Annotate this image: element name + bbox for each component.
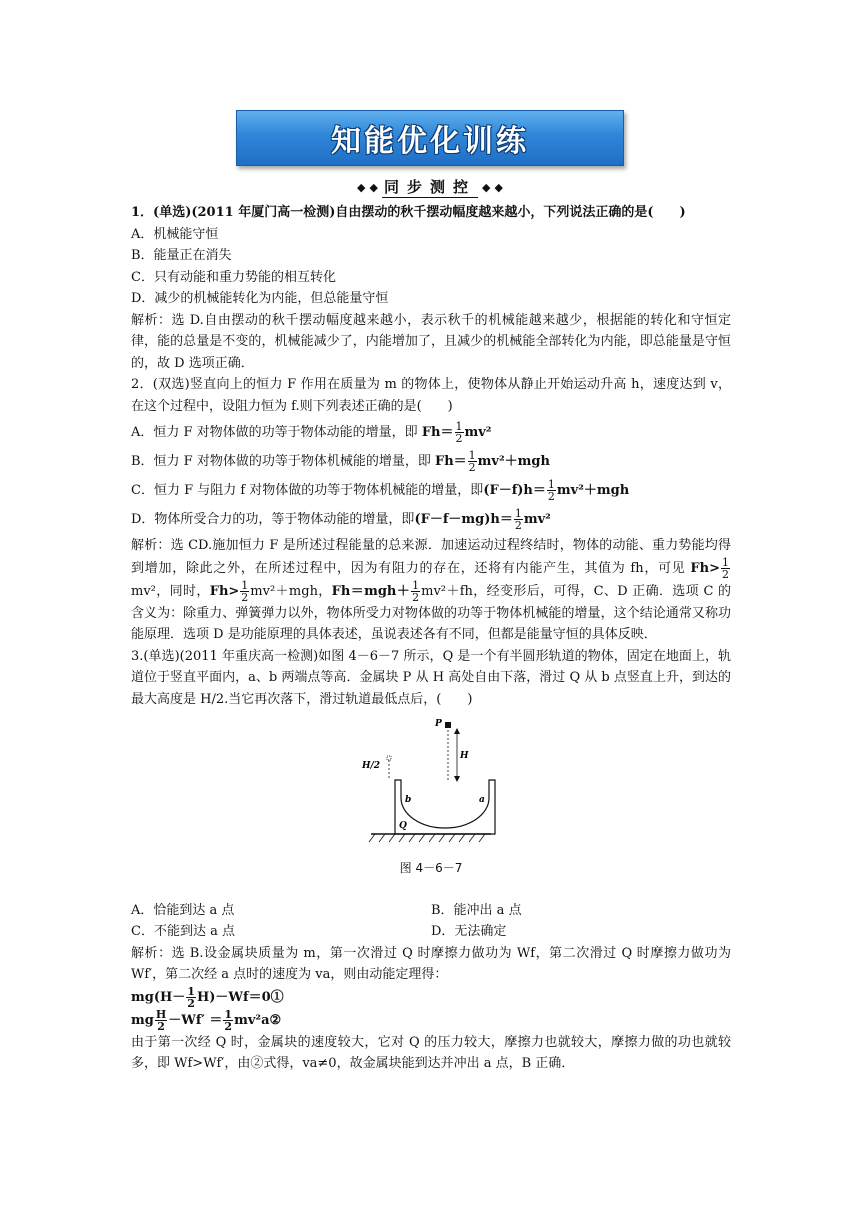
label-b: b: [405, 795, 412, 805]
q2-c-formula-pre: (F－f)h＝: [483, 483, 546, 498]
q3-option-d: D．无法确定: [431, 924, 507, 939]
q1-analysis: 解析：选 D.自由摆动的秋千摆动幅度越来越小，表示秋千的机械能越来越少，根据能的转化和守恒定律，能的总量是不变的，机械能减少了，内能增加了，且减少的机械能全部转化为内能，即总能量是守恒的，故 D 选项正确．: [131, 312, 731, 371]
q2-analysis-part-2: 经变形后，可得，C、D 正确．选项 C 的含义为：除重力、弹簧弹力以外，物体所受力对物体做的功等于物体机械能的增量，这个结论通常又称功能原理．选项 D 是功能原理的具体表述，虽说表述各有不同，但都是能量守恒的具体反映．: [131, 583, 731, 642]
q2-b-text: B．恒力 F 对物体做的功等于物体机械能的增量，即: [131, 454, 435, 469]
track-diagram: [361, 716, 501, 852]
q2-analysis-formula: Fh＝mgh＋: [331, 583, 411, 599]
q2-d-formula-pre: (F－f－mg)h＝: [414, 512, 513, 527]
question-3-stem: 3.(单选)(2011 年重庆高一检测)如图 4－6－7 所示，Q 是一个有半圆形轨道的物体，固定在地面上，轨道位于竖直平面内，a、b 两端点等高．金属块 P 从 H 高处自由下落，滑过 Q 从 b 点竖直上升，到达的最大高度是 H/2.当它再次落下，滑过轨道最低点后，( ): [131, 648, 731, 707]
q3-option-c: C．不能到达 a 点: [131, 924, 235, 939]
diamond-icon: ◆: [482, 180, 491, 194]
diamond-icon: ◆: [357, 180, 366, 194]
q2-b-formula-post: mv²＋mgh: [477, 454, 550, 469]
half-fraction: $\frac{1}{2}$: [722, 555, 729, 581]
half-fraction: $\frac{1}{2}$: [455, 420, 463, 445]
label-a: a: [479, 795, 485, 805]
label-h: H: [460, 751, 469, 761]
q3-options-row-2: [131, 921, 731, 943]
q3-option-b: B．能冲出 a 点: [431, 902, 522, 918]
question-2-stem: 2．(双选)竖直向上的恒力 F 作用在质量为 m 的物体上，使物体从静止开始运动升高 h，速度达到 v，在这个过程中，设阻力恒为 f.则下列表述正确的是( ): [131, 377, 731, 414]
half-fraction: $\frac{1}{2}$: [514, 507, 522, 532]
figure-caption: 图 4－6－7: [399, 861, 463, 875]
q3-analysis-part-2: 由于第一次经 Q 时，金属块的速度较大，它对 Q 的压力较大，摩擦力也就较大，摩擦力做的功也就较多，即 Wf>Wf′，由②式得，va≠0，故金属块能到达并冲出 a 点，B 正确．: [131, 1034, 731, 1071]
q2-option-c: [131, 479, 731, 502]
q2-analysis-formula: Fh>: [209, 583, 240, 599]
label-q: Q: [399, 821, 407, 831]
q2-b-formula-pre: Fh＝: [434, 454, 467, 469]
block-p-ghost: [387, 756, 391, 760]
question-1-stem: 1．(单选)(2011 年厦门高一检测)自由摆动的秋千摆动幅度越来越小，下列说法正确的是( ): [131, 205, 686, 220]
q1-option-b: B．能量正在消失: [131, 248, 232, 263]
q3-equation-1: mg(H－ $\frac{1}{2}$ H)－Wf＝0①: [131, 984, 284, 1010]
figure-4-6-7: [131, 716, 731, 856]
diamond-icon: ◆: [494, 180, 503, 194]
q2-a-formula-post: mv²: [464, 425, 492, 440]
q2-option-a: [131, 421, 731, 444]
q2-analysis-formula: mv²＋mgh，: [250, 583, 332, 599]
q2-c-formula-post: mv²＋mgh: [556, 483, 630, 498]
q1-option-d: D．减少的机械能转化为内能，但总能量守恒: [131, 291, 389, 306]
q3-analysis-part-1: 解析：选 B.设金属块质量为 m，第一次滑过 Q 时摩擦力做功为 Wf，第二次滑过 Q 时摩擦力做功为 Wf′，第二次经 a 点时的速度为 va，则由动能定理得：: [131, 945, 731, 982]
label-h-half: H/2: [362, 761, 381, 771]
half-fraction: $\frac{1}{2}$: [241, 578, 249, 604]
subtitle-label: 同步测控: [383, 178, 476, 196]
block-p: [445, 722, 451, 728]
q2-option-b: [131, 450, 731, 473]
half-fraction: $\frac{1}{2}$: [547, 478, 555, 503]
half-fraction: $\frac{1}{2}$: [187, 984, 195, 1010]
q2-analysis: [131, 535, 731, 646]
q2-analysis-formula: mv²＋fh，: [421, 583, 487, 599]
half-fraction: $\frac{1}{2}$: [468, 449, 476, 474]
q1-option-a: A．机械能守恒: [131, 226, 219, 242]
q2-d-text: D．物体所受合力的功，等于物体动能的增量，即: [131, 512, 415, 527]
q3-options-row-1: [131, 900, 731, 922]
q2-analysis-formula: mv²，同时，: [131, 583, 210, 599]
section-subtitle: [340, 176, 520, 198]
q2-option-d: [131, 508, 731, 531]
label-p: P: [435, 719, 442, 729]
diamond-icon: ◆: [369, 180, 378, 194]
q2-a-text: A．恒力 F 对物体做的功等于物体动能的增量，即: [131, 425, 422, 440]
q2-analysis-part-1: 解析：选 CD.施加恒力 F 是所述过程能量的总来源．加速运动过程终结时，物体的动能、重力势能均得到增加，除此之外，在所述过程中，因为有阻力的存在，还将有内能产生，其值为 fh，可见: [131, 538, 731, 576]
q3-equation-2: mg $\frac{H}{2}$ －Wf′ ＝ $\frac{1}{2}$ mv²a②: [131, 1007, 282, 1033]
ground-hatch: [369, 834, 485, 842]
half-fraction: $\frac{1}{2}$: [412, 578, 420, 604]
q2-c-text: C．恒力 F 与阻力 f 对物体做的功等于物体机械能的增量，即: [131, 483, 484, 498]
q2-d-formula-post: mv²: [523, 512, 551, 527]
q-track-body: [395, 780, 495, 834]
q2-a-formula-pre: Fh＝: [421, 425, 454, 440]
q3-option-a: A．恰能到达 a 点: [131, 902, 235, 918]
q1-option-c: C．只有动能和重力势能的相互转化: [131, 269, 336, 285]
section-banner: [236, 110, 624, 166]
banner-title: 知能优化训练: [331, 124, 529, 159]
q2-analysis-formula: Fh>: [690, 560, 720, 576]
exercise-content: [131, 202, 731, 1075]
half-fraction: $\frac{1}{2}$: [224, 1007, 233, 1033]
h-half-fraction: $\frac{H}{2}$: [155, 1007, 167, 1033]
